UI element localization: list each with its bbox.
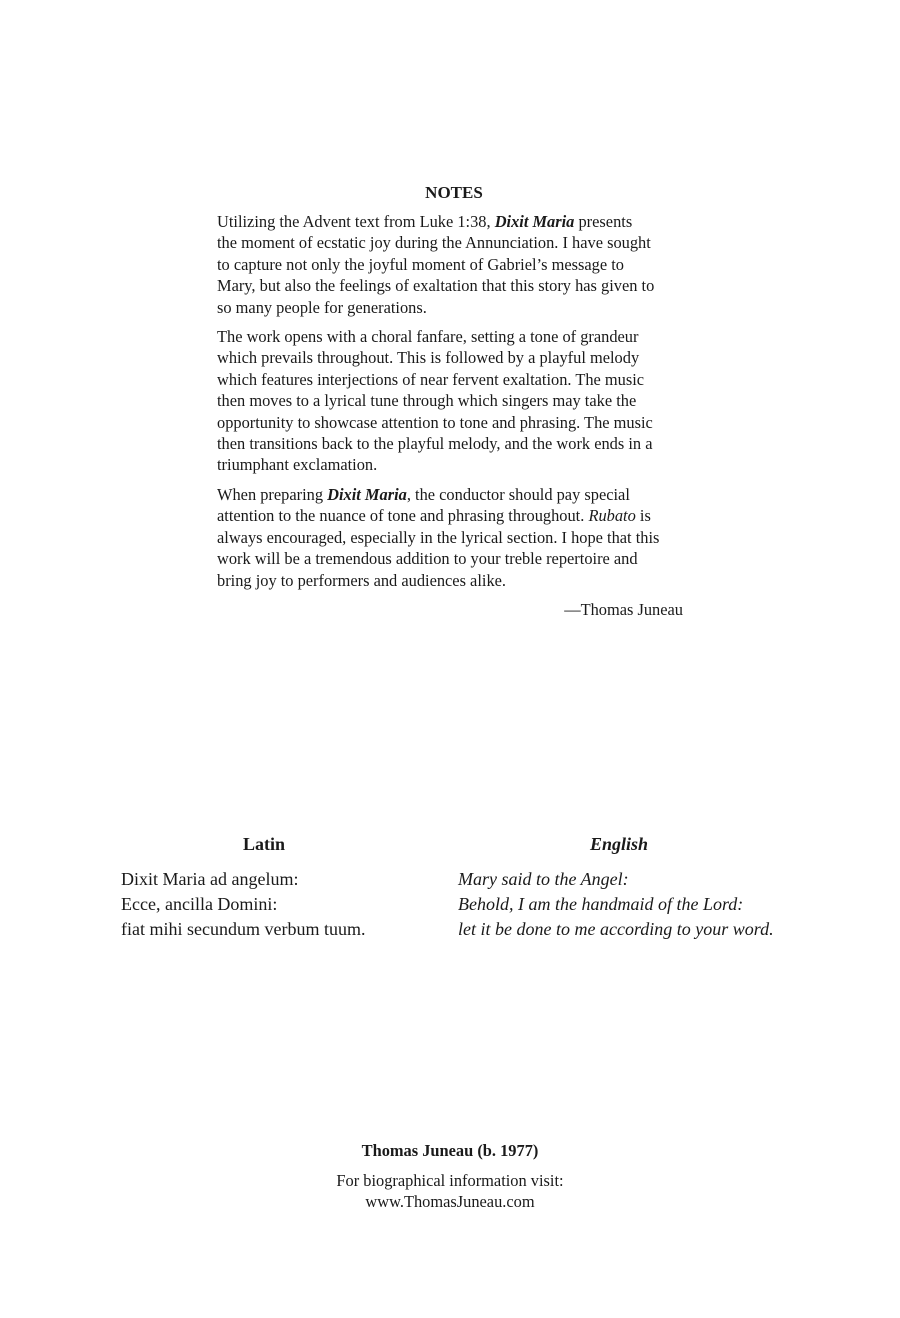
notes-p3-line-3: always encouraged, especially in the lyrical section. I hope that this — [217, 527, 660, 547]
composer-website: www.ThomasJuneau.com — [365, 1192, 535, 1211]
english-text-column — [458, 831, 798, 942]
latin-line: fiat mihi secundum verbum tuum. — [121, 919, 366, 939]
notes-p1-line-5: so many people for generations. — [217, 297, 427, 317]
notes-p2-line-5: opportunity to showcase attention to tone and phrasing. The music — [217, 412, 653, 432]
composer-name: Thomas Juneau (b. 1977) — [361, 1141, 539, 1160]
notes-p2-line-1: The work opens with a choral fanfare, setting a tone of grandeur — [217, 327, 639, 347]
notes-p3-text: attention to the nuance of tone and phrasing throughout. — [217, 506, 589, 526]
notes-p1-line-3: to capture not only the joyful moment of Gabriel’s message to — [217, 254, 624, 274]
notes-p2-line-6: then transitions back to the playful melody, and the work ends in a — [217, 434, 653, 454]
notes-paragraph-2 — [217, 326, 687, 476]
latin-text-column — [121, 831, 411, 942]
notes-section — [217, 181, 687, 620]
notes-p3-text: is — [635, 506, 651, 526]
composer-bio — [250, 1140, 650, 1212]
latin-line: Ecce, ancilla Domini: — [121, 894, 278, 914]
notes-p2-line-2: which prevails throughout. This is followed by a playful melody — [217, 348, 640, 368]
notes-p1-line-4: Mary, but also the feelings of exaltation that this story has given to — [217, 276, 655, 296]
latin-line: Dixit Maria ad angelum: — [121, 869, 299, 889]
work-title: Dixit Maria — [494, 212, 575, 231]
notes-signature: —Thomas Juneau — [564, 599, 683, 619]
english-line: let it be done to me according to your word. — [458, 919, 774, 939]
notes-p1-line-1 — [217, 211, 687, 232]
notes-p3-text: When preparing — [217, 484, 328, 504]
bio-info-text: For biographical information visit: — [336, 1171, 564, 1190]
work-title: Dixit Maria — [327, 484, 407, 504]
english-line: Mary said to the Angel: — [458, 869, 629, 889]
english-line: Behold, I am the handmaid of the Lord: — [458, 894, 744, 914]
notes-paragraph-3 — [217, 484, 687, 591]
notes-p1-line-2: the moment of ecstatic joy during the Annunciation. I have sought — [217, 233, 651, 253]
english-heading: English — [589, 834, 649, 854]
notes-p1-text: presents — [574, 212, 633, 231]
notes-p1-text: Utilizing the Advent text from Luke 1:38, — [217, 212, 495, 231]
notes-p3-line-4: work will be a tremendous addition to your treble repertoire and — [217, 549, 638, 569]
notes-p2-line-7: triumphant exclamation. — [217, 455, 378, 475]
notes-p3-line-1 — [217, 484, 687, 505]
notes-p3-line-5: bring joy to performers and audiences alike. — [217, 570, 507, 590]
notes-heading: NOTES — [425, 183, 483, 202]
notes-p2-line-4: then moves to a lyrical tune through which singers may take the — [217, 391, 637, 411]
rubato-term: Rubato — [588, 506, 636, 526]
latin-heading: Latin — [242, 834, 285, 854]
notes-p3-line-2 — [217, 505, 687, 526]
notes-paragraph-1 — [217, 211, 687, 318]
notes-p2-line-3: which features interjections of near fervent exaltation. The music — [217, 369, 645, 389]
notes-p3-text: , the conductor should pay special — [406, 484, 630, 504]
